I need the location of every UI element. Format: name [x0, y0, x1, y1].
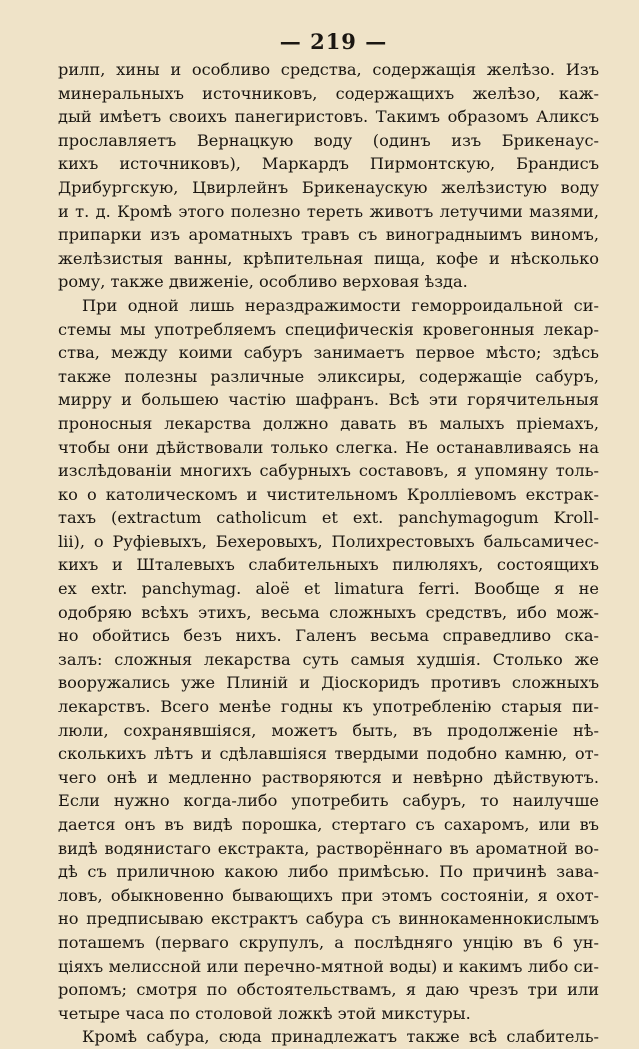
text-line: также полезны различные эликсиры, содержащіе сабуръ,	[58, 366, 599, 386]
text-line: Если нужно когда-либо употребить сабуръ, то наилучше	[58, 791, 599, 811]
text-line: стемы мы употребляемъ специфическія кровегонныя лекар-	[58, 319, 599, 339]
text-line: чего онѣ и медленно растворяются и невѣрно дѣйствуютъ.	[58, 767, 599, 787]
text-line: сколькихъ лѣтъ и сдѣлавшіяся твердыми подобно камню, от-	[58, 744, 599, 764]
text-line: Кромѣ сабура, сюда принадлежатъ также всѣ слабитель-	[82, 1027, 599, 1047]
text-line: видѣ водянистаго екстракта, растворённаго въ ароматной во-	[58, 838, 599, 858]
text-line: При одной лишь нераздражимости геморроидальной си-	[82, 295, 599, 315]
text-line: поташемъ (перваго скрупулъ, а послѣдняго унцію въ 6 ун-	[58, 932, 599, 952]
text-line: одобряю всѣхъ этихъ, весьма сложныхъ средствъ, ибо мож-	[58, 602, 599, 622]
text-line: ціяхъ мелиссной или перечно-мятной воды) и какимъ либо си-	[58, 956, 599, 976]
text-line: проносныя лекарства должно давать въ малыхъ пріемахъ,	[58, 413, 599, 433]
text-line: дый имѣетъ своихъ панегиристовъ. Такимъ образомъ Аликсъ	[58, 107, 599, 127]
text-line: рому, также движеніе, особливо верховая ѣзда.	[58, 272, 468, 292]
text-line: мирру и большею частію шафранъ. Всѣ эти горячительныя	[58, 390, 599, 410]
text-line: дается онъ въ видѣ порошка, стертаго съ сахаромъ, или въ	[58, 815, 599, 834]
text-line: минеральныхъ источниковъ, содержащихъ желѣзо, каж-	[58, 83, 599, 103]
text-line: люли, сохранявшіяся, можетъ быть, въ продолженіе нѣ-	[58, 720, 599, 740]
text-line: ко о католическомъ и чистительномъ Кролліевомъ екстрак-	[58, 484, 599, 504]
text-line: ства, между коими сабуръ занимаетъ первое мѣсто; здѣсь	[58, 343, 599, 363]
text-line: чтобы они дѣйствовали только слегка. Не останавливаясь на	[58, 437, 599, 457]
text-line: но обойтись безъ нихъ. Галенъ весьма справедливо ска-	[58, 626, 599, 646]
text-line: ex extr. panchymag. aloë et limatura ferri. Вообще я не	[58, 579, 599, 599]
text-line: залъ: сложныя лекарства суть самыя худшія. Столько же	[58, 649, 599, 669]
text-line: lii), о Руфіевыхъ, Бехеровыхъ, Полихрестовыхъ бальсамичес-	[58, 531, 599, 551]
text-line: желѣзистыя ванны, крѣпительная пища, кофе и нѣсколько	[58, 248, 599, 268]
text-line: но предписываю екстрактъ сабура съ виннокаменнокислымъ	[58, 909, 599, 929]
text-line: припарки изъ ароматныхъ травъ съ виноградныимъ виномъ,	[58, 225, 599, 245]
text-line: ропомъ; смотря по обстоятельствамъ, я даю чрезъ три или	[58, 980, 599, 1000]
text-line: лекарствъ. Всего менѣе годны къ употребленію старыя пи-	[58, 697, 599, 717]
text-line: и т. д. Кромѣ этого полезно тереть животъ летучими мазями,	[58, 201, 599, 221]
text-line: прославляетъ Вернацкую воду (одинъ изъ Брикенаус-	[58, 130, 599, 150]
text-line: рилп, хины и особливо средства, содержащія желѣзо. Изъ	[58, 60, 599, 79]
text-line: ловъ, обыкновенно бывающихъ при этомъ состояніи, я охот-	[58, 885, 599, 905]
text-line: тахъ (extractum catholicum et ext. panchymagogum Kroll-	[58, 508, 599, 528]
page-number: — 219 —	[279, 29, 388, 54]
text-line: изслѣдованіи многихъ сабурныхъ составовъ, я упомяну толь-	[58, 461, 599, 481]
text-line: четыре часа по столовой ложкѣ этой микстуры.	[58, 1003, 471, 1023]
text-line: кихъ источниковъ), Маркардъ Пирмонтскую, Брандисъ	[58, 154, 599, 174]
body-text	[58, 58, 599, 1049]
text-line: дѣ съ приличною какою либо примѣсью. По причинѣ зава-	[58, 862, 599, 882]
text-line: вооружались уже Плиній и Діоскоридъ противъ сложныхъ	[58, 673, 599, 693]
text-line: кихъ и Шталевыхъ слабительныхъ пилюляхъ, состоящихъ	[58, 555, 599, 575]
text-line: Дрибургскую, Цвирлейнъ Брикенаускую желѣзистую воду	[58, 177, 599, 197]
